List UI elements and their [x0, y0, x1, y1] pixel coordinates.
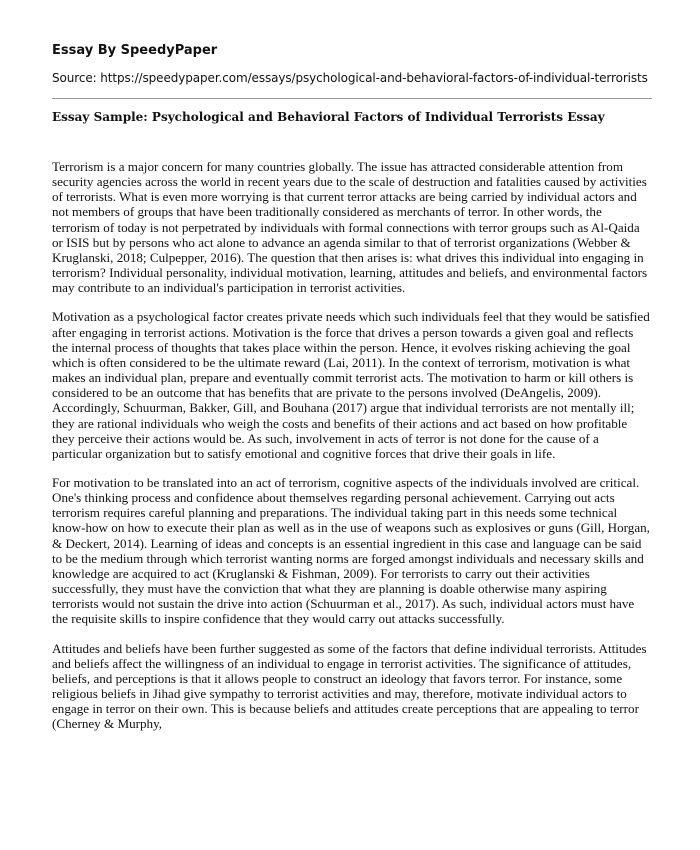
essay-title: Essay Sample: Psychological and Behavioral Factors of Individual Terrorists Essay	[52, 110, 605, 124]
essay-paragraph-1: Terrorism is a major concern for many countries globally. The issue has attracted considerable attention from security agencies across the world in recent years due to the scale of destruction and fatalities caused by activities of terrorists. What is even more worrying is that current terror attacks are being carried by individual actors and not members of groups that have been traditionally considered as merchants of terror. In other words, the terrorism of today is not perpetrated by individuals with formal connections with terror groups such as Al-Qaida or ISIS but by persons who act alone to advance an agenda similar to that of terrorist organizations (Webber & Kruglanski, 2018; Culpepper, 2016). The question that then arises is: what drives this individual into engaging in terrorism? Individual personality, individual motivation, learning, attitudes and beliefs, and environmental factors may contribute to an individual's participation in terrorist activities.	[52, 159, 648, 296]
source-label: Source:	[52, 71, 97, 85]
essay-paragraph-2: Motivation as a psychological factor creates private needs which such individuals feel that they would be satisfied after engaging in terrorist actions. Motivation is the force that drives a person towards a given goal and reflects the internal process of thoughts that takes place within the person. Hence, it evolves risking achieving the goal which is often considered to be the ultimate reward (Lai, 2011). In the context of terrorism, motivation is what makes an individual plan, prepare and eventually commit terrorist acts. The motivation to harm or kill others is considered to be an outcome that has benefits that are private to the persons involved (DeAngelis, 2009). Accordingly, Schuurman, Bakker, Gill, and Bouhana (2017) argue that individual terrorists are not mentally ill; they are rational individuals who weigh the costs and benefits of their actions and act based on how profitable they perceive their actions would be. As such, involvement in acts of terror is not done for the cause of a particular organization but to satisfy emotional and cognitive forces that drive their goals in life.	[52, 309, 650, 461]
header-divider	[52, 98, 652, 99]
source-url-link[interactable]: https://speedypaper.com/essays/psychological-and-behavioral-factors-of-individual-terrorists	[100, 71, 648, 85]
essay-paragraph-3: For motivation to be translated into an act of terrorism, cognitive aspects of the individuals involved are critical. One's thinking process and confidence about themselves regarding personal achievement. Carrying out acts terrorism requires careful planning and preparations. The individual taking part in this needs some technical know-how on how to execute their plan as well as in the use of weapons such as explosives or guns (Gill, Horgan, & Deckert, 2014). Learning of ideas and concepts is an essential ingredient in this case and language can be said to be the medium through which terrorist wanting norms are forged amongst individuals and necessary skills and knowledge are acquired to act (Kruglanski & Fishman, 2009). For terrorists to carry out their activities successfully, they must have the conviction that what they are planning is doable otherwise many aspiring terrorists would not sustain the drive into action (Schuurman et al., 2017). As such, individual actors must have the requisite skills to inspire confidence that they would carry out attacks successfully.	[52, 474, 650, 627]
document-header-title: Essay By SpeedyPaper	[52, 43, 218, 58]
essay-paragraph-4: Attitudes and beliefs have been further suggested as some of the factors that define individual terrorists. Attitudes and beliefs affect the willingness of an individual to engage in terrorist activities. The significance of attitudes, beliefs, and perceptions is that it allows people to construct an ideology that favors terror. For instance, some religious beliefs in Jihad give sympathy to terrorist activities and may, therefore, motivate individual actors to engage in terror on their own. This is because beliefs and attitudes create perceptions that are appealing to terror (Cherney & Murphy,	[52, 640, 647, 732]
source-line	[52, 70, 652, 86]
